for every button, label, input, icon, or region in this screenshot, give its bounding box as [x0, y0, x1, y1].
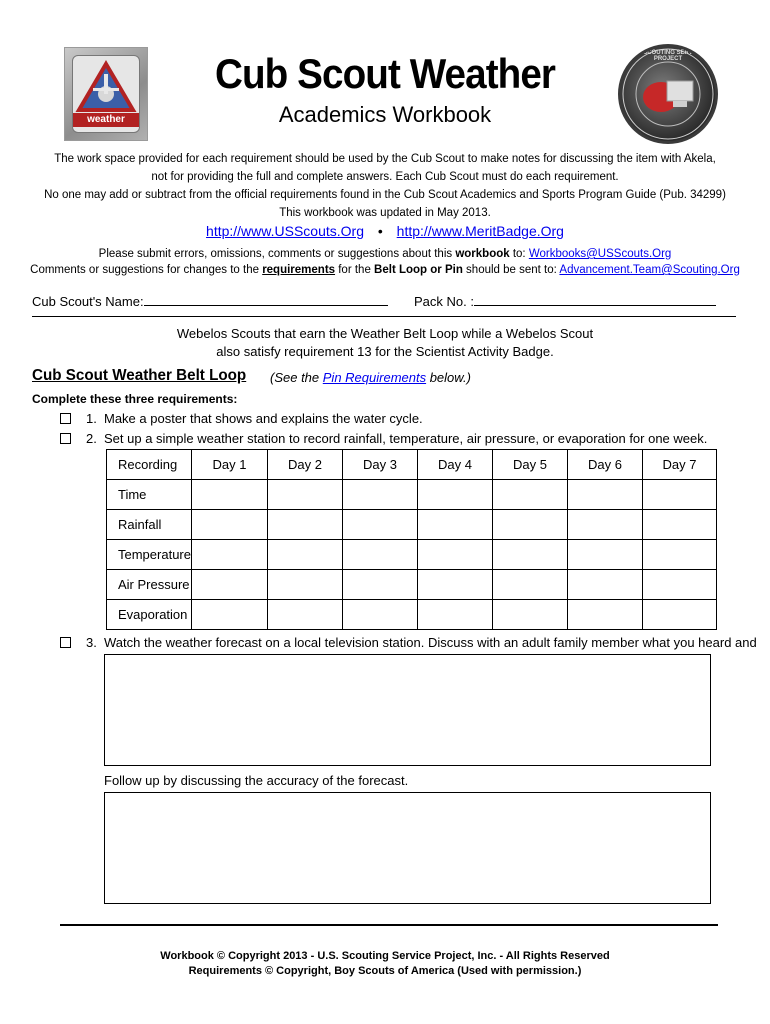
submit-text-to: to:: [509, 248, 529, 260]
intro-line-4: This workbook was updated in May 2013.: [279, 207, 491, 219]
requirement-2-number: 2.: [86, 431, 97, 446]
table-cell[interactable]: [567, 600, 642, 630]
seal-text: US SCOUTING SERVICE PROJECT: [633, 50, 703, 62]
table-header-row: [107, 450, 717, 480]
comments-text-sent: should be sent to:: [462, 264, 560, 276]
table-cell[interactable]: [417, 480, 492, 510]
table-cell[interactable]: [342, 570, 417, 600]
pin-requirements-link[interactable]: Pin Requirements: [322, 370, 427, 385]
table-cell[interactable]: [642, 510, 716, 540]
table-header-day: Day 6: [567, 450, 642, 480]
table-header-day: Day 1: [191, 450, 267, 480]
row-label-temperature: Temperature: [107, 540, 192, 570]
table-cell[interactable]: [342, 480, 417, 510]
page-title: Cub Scout Weather: [214, 50, 556, 97]
table-cell[interactable]: [642, 570, 716, 600]
table-row: [107, 480, 717, 510]
pack-number-label: Pack No. :: [414, 294, 474, 309]
intro-line-1: The work space provided for each requirement should be used by the Cub Scout to make notes for discussing the item with Akela,: [54, 153, 716, 165]
row-label-time: Time: [107, 480, 192, 510]
submit-text: Please submit errors, omissions, comments or suggestions about this: [98, 248, 456, 260]
table-header-day: Day 4: [417, 450, 492, 480]
link-separator: •: [377, 223, 383, 239]
advancement-email-link[interactable]: Advancement.Team@Scouting.Org: [559, 264, 740, 276]
comments-text: Comments or suggestions for changes to the: [30, 264, 263, 276]
table-header-day: Day 5: [492, 450, 567, 480]
requirement-3-checkbox[interactable]: [60, 637, 71, 648]
website-links: [0, 223, 770, 239]
table-header-day: Day 2: [267, 450, 342, 480]
table-cell[interactable]: [567, 480, 642, 510]
table-cell[interactable]: [191, 510, 267, 540]
table-cell[interactable]: [191, 540, 267, 570]
table-cell[interactable]: [342, 510, 417, 540]
footer-copyright-2: Requirements © Copyright, Boy Scouts of America (Used with permission.): [188, 965, 582, 977]
belt-loop-pin-bold: Belt Loop or Pin: [374, 264, 463, 276]
table-cell[interactable]: [492, 480, 567, 510]
requirement-3-text: Watch the weather forecast on a local television station. Discuss with an adult family member what you heard and: [104, 635, 757, 650]
table-cell[interactable]: [567, 510, 642, 540]
table-cell[interactable]: [492, 540, 567, 570]
table-header-day: Day 3: [342, 450, 417, 480]
divider: [32, 316, 736, 317]
usscouts-link[interactable]: http://www.USScouts.Org: [206, 223, 364, 239]
table-row: [107, 540, 717, 570]
intro-line-3: No one may add or subtract from the official requirements found in the Cub Scout Academics and Sports Program Guide (Pub. 34299): [44, 189, 726, 201]
weather-recording-table: [106, 449, 717, 630]
scout-name-label: Cub Scout's Name:: [32, 294, 144, 309]
submit-requirements-line: [0, 264, 770, 276]
requirement-2-checkbox[interactable]: [60, 433, 71, 444]
footer-copyright-1: Workbook © Copyright 2013 - U.S. Scouting Service Project, Inc. - All Rights Reserved: [160, 950, 610, 962]
scout-name-field: [32, 293, 388, 309]
table-cell[interactable]: [567, 540, 642, 570]
row-label-rainfall: Rainfall: [107, 510, 192, 540]
table-cell[interactable]: [267, 480, 342, 510]
webelos-note-line-1: Webelos Scouts that earn the Weather Belt Loop while a Webelos Scout: [176, 326, 594, 341]
table-cell[interactable]: [417, 600, 492, 630]
submit-errors-line: [0, 248, 770, 260]
table-cell[interactable]: [492, 510, 567, 540]
intro-line-2: not for providing the full and complete answers. Each Cub Scout must do each requirement.: [151, 171, 619, 183]
table-cell[interactable]: [492, 600, 567, 630]
section-subtitle-text: (See the: [270, 370, 323, 385]
table-cell[interactable]: [267, 510, 342, 540]
table-cell[interactable]: [642, 480, 716, 510]
submit-bold: workbook: [455, 248, 510, 260]
table-row: [107, 510, 717, 540]
workbooks-email-link[interactable]: Workbooks@USScouts.Org: [528, 248, 672, 260]
table-cell[interactable]: [342, 600, 417, 630]
row-label-air-pressure: Air Pressure: [107, 570, 192, 600]
comments-text-for: for the: [335, 264, 375, 276]
webelos-note-line-2: also satisfy requirement 13 for the Scientist Activity Badge.: [216, 344, 554, 359]
footer-divider: [60, 924, 718, 926]
row-label-evaporation: Evaporation: [107, 600, 192, 630]
meritbadge-link[interactable]: http://www.MeritBadge.Org: [396, 223, 564, 239]
section-title: Cub Scout Weather Belt Loop: [32, 367, 247, 384]
pack-number-field: [414, 293, 716, 309]
requirement-3-number: 3.: [86, 635, 97, 650]
requirement-1-number: 1.: [86, 411, 97, 426]
requirement-2-text: Set up a simple weather station to record rainfall, temperature, air pressure, or evaporation for one week.: [104, 431, 708, 446]
table-cell[interactable]: [642, 540, 716, 570]
pack-number-input[interactable]: [474, 293, 716, 306]
table-cell[interactable]: [417, 510, 492, 540]
table-cell[interactable]: [342, 540, 417, 570]
table-cell[interactable]: [567, 570, 642, 600]
page-subtitle: Academics Workbook: [278, 102, 492, 127]
requirement-1-checkbox[interactable]: [60, 413, 71, 424]
table-header-day: Day 7: [642, 450, 716, 480]
table-cell[interactable]: [191, 480, 267, 510]
section-subtitle-text-end: below.): [426, 370, 471, 385]
table-cell[interactable]: [267, 540, 342, 570]
follow-up-text: Follow up by discussing the accuracy of the forecast.: [104, 773, 409, 788]
table-cell[interactable]: [191, 570, 267, 600]
table-cell[interactable]: [267, 600, 342, 630]
table-cell[interactable]: [417, 570, 492, 600]
requirements-bold: requirements: [262, 264, 336, 276]
table-cell[interactable]: [642, 600, 716, 630]
table-cell[interactable]: [267, 570, 342, 600]
table-row: [107, 570, 717, 600]
table-row: [107, 600, 717, 630]
table-cell[interactable]: [417, 540, 492, 570]
table-cell[interactable]: [191, 600, 267, 630]
scout-name-input[interactable]: [144, 293, 388, 306]
follow-up-notes-box[interactable]: [104, 792, 711, 904]
logo-label: weather: [73, 113, 139, 127]
section-subtitle: [270, 370, 471, 385]
requirement-1-text: Make a poster that shows and explains the water cycle.: [104, 411, 423, 426]
forecast-notes-box[interactable]: [104, 654, 711, 766]
table-cell[interactable]: [492, 570, 567, 600]
complete-instructions: Complete these three requirements:: [32, 392, 238, 406]
table-header-recording: Recording: [107, 450, 192, 480]
